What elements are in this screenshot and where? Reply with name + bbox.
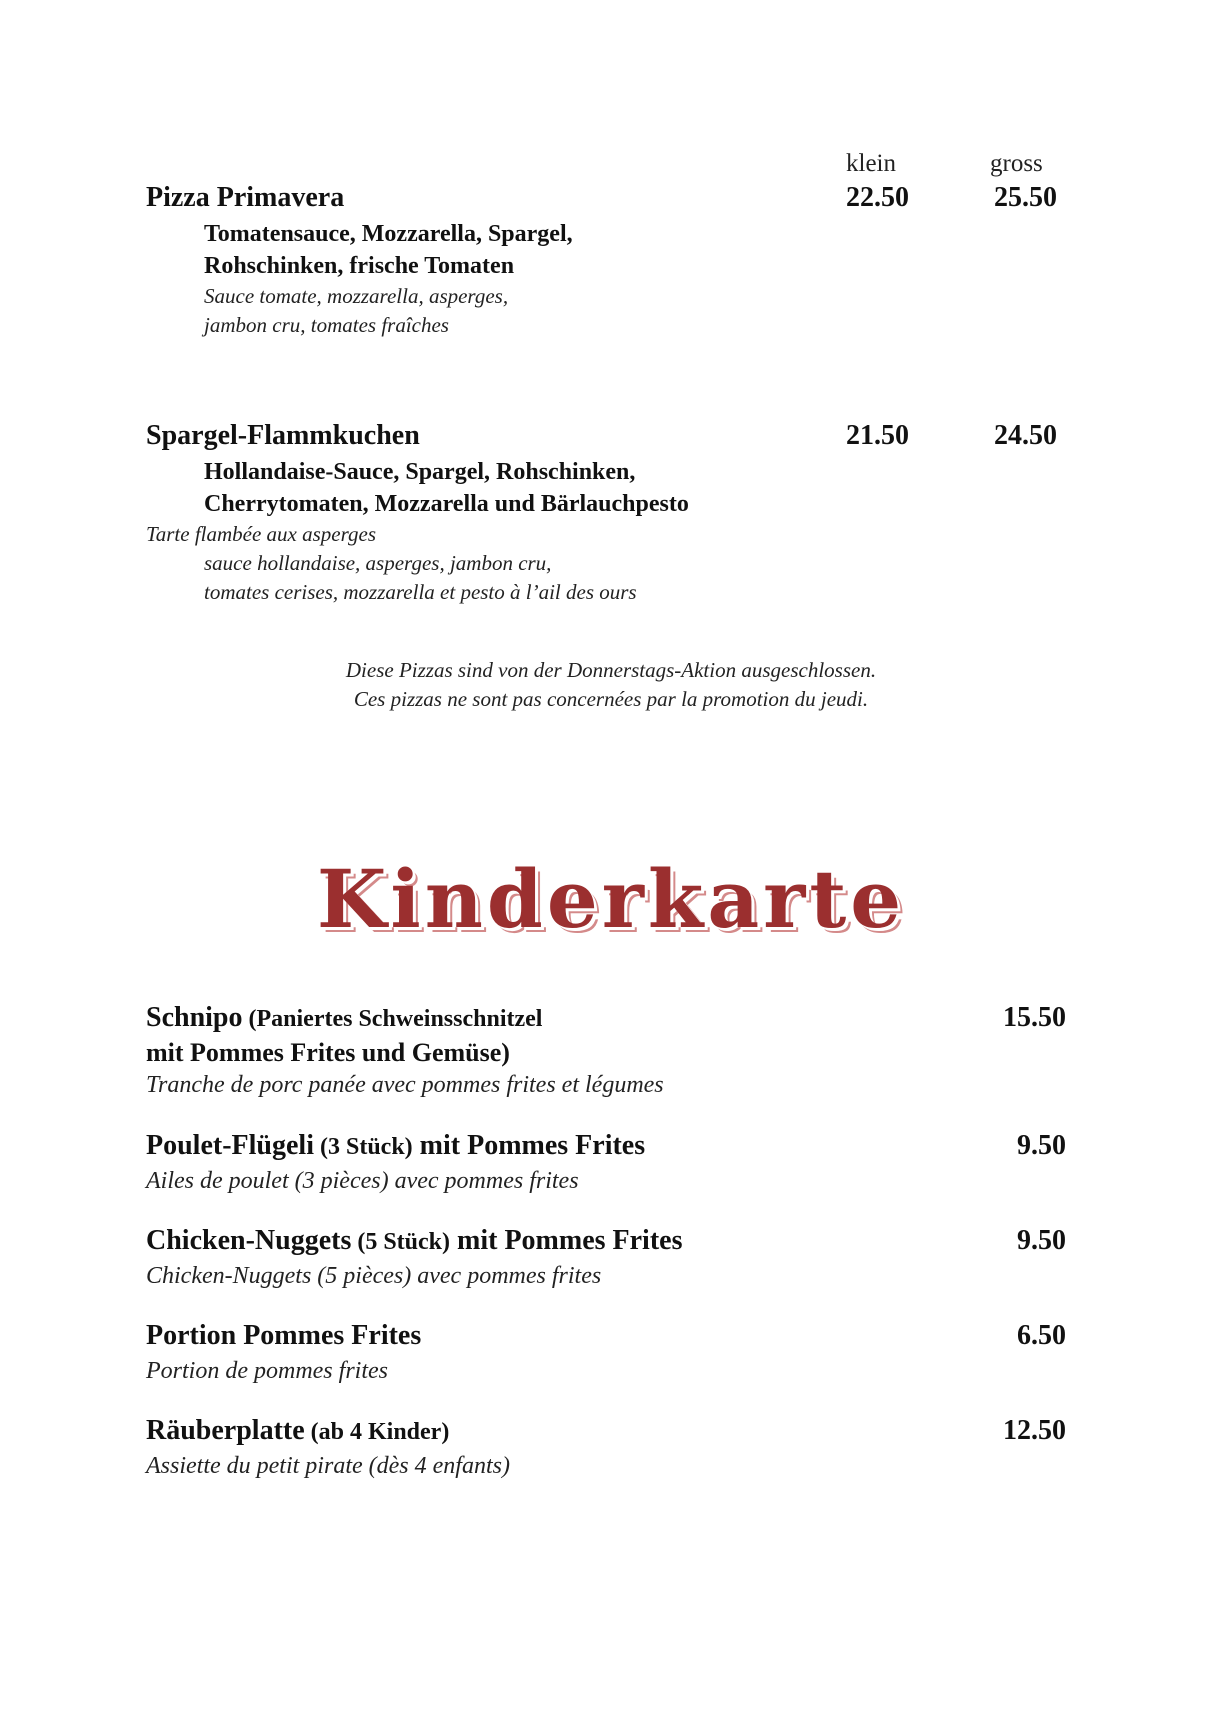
kids-item-nuggets-fr: Chicken-Nuggets (5 pièces) avec pommes frites	[146, 1263, 602, 1289]
spargel-flammkuchen-price-large: 24.50	[994, 420, 1057, 451]
spargel-flammkuchen-desc-de-1: Hollandaise-Sauce, Spargel, Rohschinken,	[204, 459, 636, 485]
kids-item-after: mit Pommes Frites	[450, 1225, 683, 1256]
kids-item-raeuberplatte-price: 12.50	[1003, 1415, 1066, 1446]
spargel-flammkuchen-title: Spargel-Flammkuchen	[146, 420, 420, 451]
kids-item-name: Poulet-Flügeli	[146, 1130, 314, 1161]
pizza-primavera-desc-de-1: Tomatensauce, Mozzarella, Spargel,	[204, 221, 573, 247]
kids-item-poulet	[146, 1130, 645, 1162]
pizza-primavera-price-small: 22.50	[846, 182, 909, 213]
kids-item-schnipo-line2: mit Pommes Frites und Gemüse)	[146, 1038, 510, 1067]
spargel-flammkuchen-price-small: 21.50	[846, 420, 909, 451]
size-header-small: klein	[846, 150, 896, 177]
kids-item-poulet-fr: Ailes de poulet (3 pièces) avec pommes frites	[146, 1168, 579, 1194]
pizza-primavera-desc-fr-2: jambon cru, tomates fraîches	[204, 313, 449, 337]
kids-item-detail: (5 Stück)	[351, 1229, 451, 1255]
kids-item-name: Chicken-Nuggets	[146, 1225, 352, 1256]
kids-item-schnipo-fr: Tranche de porc panée avec pommes frites et légumes	[146, 1072, 664, 1098]
spargel-flammkuchen-desc-fr-2: tomates cerises, mozzarella et pesto à l’ail des ours	[204, 580, 637, 604]
kids-item-pommes-fr: Portion de pommes frites	[146, 1358, 388, 1384]
size-header-large: gross	[990, 150, 1043, 177]
pizza-primavera-price-large: 25.50	[994, 182, 1057, 213]
kids-item-poulet-price: 9.50	[1017, 1130, 1066, 1161]
spargel-flammkuchen-desc-de-2: Cherrytomaten, Mozzarella und Bärlauchpesto	[204, 491, 689, 517]
kids-item-pommes-price: 6.50	[1017, 1320, 1066, 1351]
kids-item-schnipo	[146, 1002, 542, 1034]
kids-item-name: Schnipo	[146, 1002, 243, 1033]
kids-menu-heading: Kinderkarte	[316, 852, 906, 946]
note-fr: Ces pizzas ne sont pas concernées par la promotion du jeudi.	[353, 687, 869, 711]
pizza-primavera-desc-de-2: Rohschinken, frische Tomaten	[204, 253, 515, 279]
kids-item-detail: (ab 4 Kinder)	[304, 1419, 450, 1445]
note-de: Diese Pizzas sind von der Donnerstags-Aktion ausgeschlossen.	[345, 658, 877, 682]
pizza-primavera-title: Pizza Primavera	[146, 182, 345, 213]
spargel-flammkuchen-fr-title: Tarte flambée aux asperges	[146, 522, 377, 546]
kids-item-nuggets-price: 9.50	[1017, 1225, 1066, 1256]
kids-item-nuggets	[146, 1225, 682, 1257]
kids-item-detail: (3 Stück)	[313, 1134, 413, 1160]
kids-item-detail: (Paniertes Schweinsschnitzel	[242, 1006, 543, 1032]
spargel-flammkuchen-desc-fr-1: sauce hollandaise, asperges, jambon cru,	[204, 551, 552, 575]
kids-item-name: Räuberplatte	[146, 1415, 305, 1446]
kids-item-pommes: Portion Pommes Frites	[146, 1320, 422, 1351]
pizza-primavera-desc-fr-1: Sauce tomate, mozzarella, asperges,	[204, 284, 509, 308]
kids-item-raeuberplatte	[146, 1415, 449, 1447]
kids-item-schnipo-price: 15.50	[1003, 1002, 1066, 1033]
kids-item-raeuberplatte-fr: Assiette du petit pirate (dès 4 enfants)	[146, 1453, 510, 1479]
kids-item-after: mit Pommes Frites	[412, 1130, 646, 1161]
